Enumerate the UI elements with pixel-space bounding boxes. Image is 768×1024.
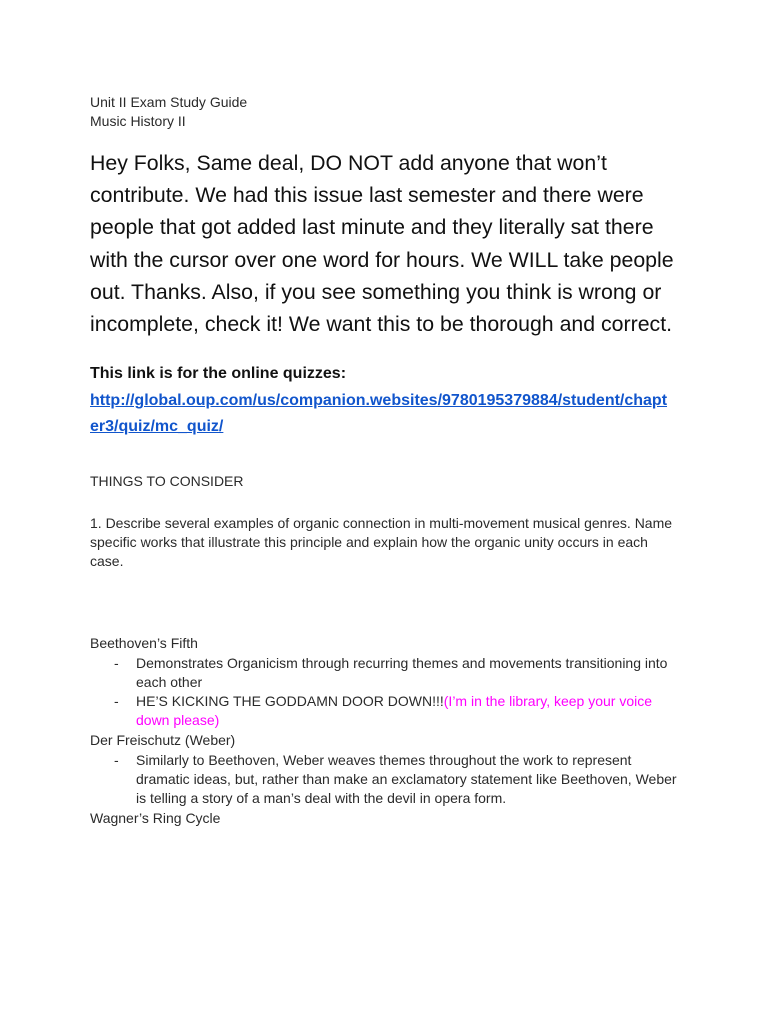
- topic-bullets: [90, 751, 680, 808]
- comment-note: (I’m in the library, keep your voice down please): [136, 693, 653, 729]
- topic-title: Wagner’s Ring Cycle: [90, 810, 221, 827]
- blank-space: [90, 571, 680, 634]
- document-page: [90, 93, 680, 828]
- bullet-text: HE’S KICKING THE GODDAMN DOOR DOWN!!!: [136, 693, 444, 710]
- doc-title: Unit II Exam Study Guide: [90, 94, 248, 110]
- intro-paragraph: Hey Folks, Same deal, DO NOT add anyone that won’t contribute. We had this issue last semester and there were people that got added last minute and they literally sat there with the cursor over one word for hours. We WILL take people out. Thanks. Also, if you see something you think is wrong or incomplete, check it! We want this to be thorough and correct.: [90, 151, 674, 337]
- bullet-item: [90, 692, 681, 730]
- bullet-item: [90, 751, 681, 808]
- topic-title: Beethoven’s Fifth: [90, 635, 198, 652]
- bullet-dash: -: [114, 655, 119, 672]
- course-name: Music History II: [90, 113, 186, 129]
- quiz-link[interactable]: http://global.oup.com/us/companion.websites/9780195379884/student/chapter3/quiz/mc_quiz/: [90, 392, 668, 436]
- section-heading: THINGS TO CONSIDER: [90, 473, 244, 490]
- bullet-item: [90, 654, 681, 692]
- bullet-dash: -: [114, 752, 119, 769]
- bullet-text: Demonstrates Organicism through recurring themes and movements transitioning into each other: [136, 655, 668, 691]
- bullet-text: Similarly to Beethoven, Weber weaves themes throughout the work to represent dramatic ideas, but, rather than make an exclamatory statement like Beethoven, Weber is telling a story of a man’s deal with the devil in opera form.: [136, 752, 677, 807]
- bullet-dash: -: [114, 693, 119, 710]
- document-header: [90, 93, 680, 131]
- topic-title: Der Freischutz (Weber): [90, 732, 236, 749]
- quiz-link-label: This link is for the online quizzes:: [90, 365, 347, 383]
- topic-bullets: [90, 654, 680, 730]
- question-1: 1. Describe several examples of organic connection in multi-movement musical genres. Name specific works that illustrate this principle and explain how the organic unity occurs in each case.: [90, 515, 673, 570]
- topics-list: [90, 634, 680, 828]
